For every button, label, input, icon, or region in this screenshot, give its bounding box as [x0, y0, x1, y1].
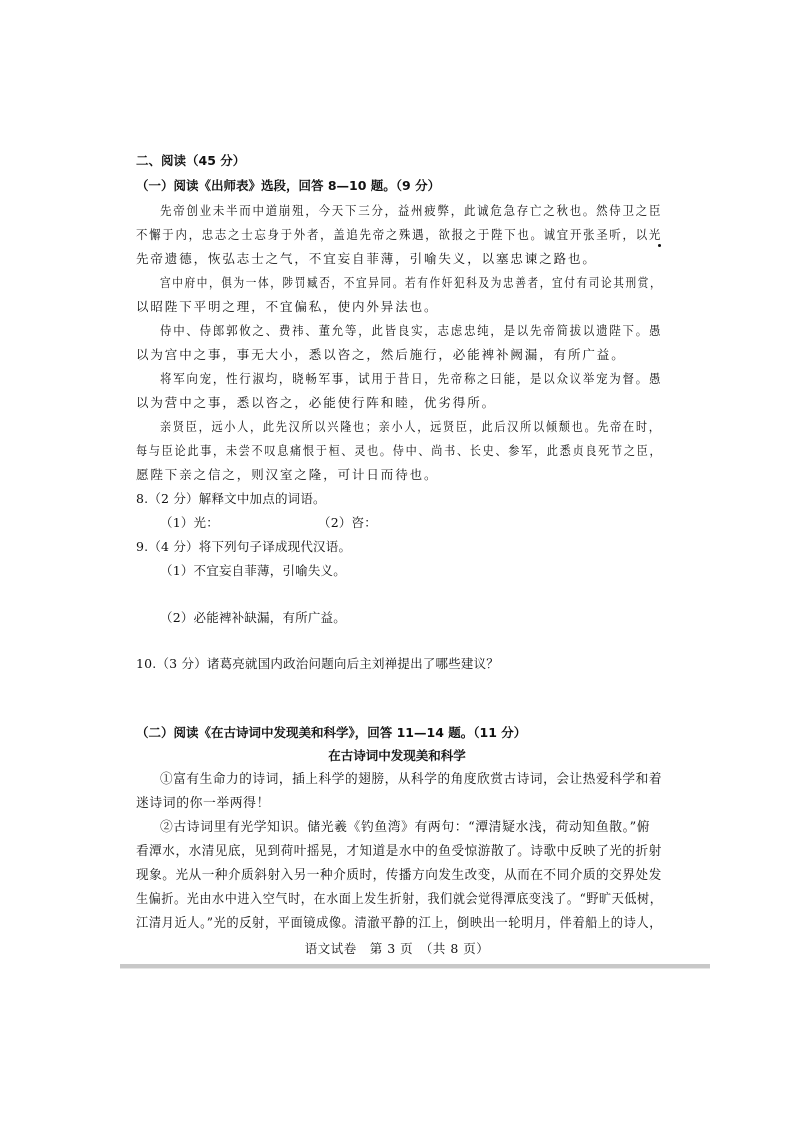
- passage-line: 以为宫中之事，事无大小，悉以咨之，然后施行，必能裨补阙漏，有所广益。: [136, 347, 626, 362]
- page-footer: 语文试卷 第 3 页 （共 8 页）: [304, 941, 490, 956]
- question-8-item-2: （2）咨：: [318, 515, 377, 530]
- passage-line: 不懈于内，忠志之士忘身于外者，盖追先帝之殊遇，欲报之于陛下也。诚宜开张圣听，以光: [136, 227, 663, 242]
- emphasis-dot: [658, 244, 661, 247]
- question-10: 10.（3 分）诸葛亮就国内政治问题向后主刘禅提出了哪些建议？: [136, 656, 500, 671]
- passage-line: 每与臣论此事，未尝不叹息痛恨于桓、灵也。侍中、尚书、长史、参军，此悉贞良死节之臣，: [136, 443, 663, 458]
- page-bottom-divider: [120, 964, 710, 969]
- passage-line: 亲贤臣，远小人，此先汉所以兴隆也；亲小人，远贤臣，此后汉所以倾颓也。先帝在时，: [160, 419, 662, 434]
- question-9-item-2: （2）必能裨补缺漏，有所广益。: [160, 610, 346, 625]
- passage-line: 愿陛下亲之信之，则汉室之隆，可计日而待也。: [136, 467, 439, 482]
- part1-title: （一）阅读《出师表》选段，回答 8—10 题。（9 分）: [136, 178, 441, 193]
- passage-line: ②古诗词里有光学知识。储光羲《钓鱼湾》有两句：“潭清疑水浅，荷动知鱼散。”俯: [160, 820, 651, 835]
- passage-line: 现象。光从一种介质斜射入另一种介质时，传播方向发生改变，从而在不同介质的交界处发: [136, 868, 662, 883]
- section-heading-reading: 二、阅读（45 分）: [136, 153, 246, 168]
- passage-line: ①富有生命力的诗词，插上科学的翅膀，从科学的角度欣赏古诗词，会让热爱科学和着: [160, 772, 663, 787]
- question-9-item-1: （1）不宜妄自菲薄，引喻失义。: [160, 563, 346, 578]
- part2-title: （二）阅读《在古诗词中发现美和科学》，回答 11—14 题。（11 分）: [136, 725, 527, 740]
- question-9: 9.（4 分）将下列句子译成现代汉语。: [136, 539, 352, 554]
- article-title: 在古诗词中发现美和科学: [328, 748, 466, 763]
- passage-line: 以为营中之事，悉以咨之，必能使行阵和睦，优劣得所。: [136, 395, 497, 410]
- passage-line: 先帝创业未半而中道崩殂，今天下三分，益州疲弊，此诚危急存亡之秋也。然侍卫之臣: [160, 203, 663, 218]
- passage-line: 先帝遗德，恢弘志士之气，不宜妄自菲薄，引喻失义，以塞忠谏之路也。: [136, 251, 597, 266]
- passage-line: 江清月近人。”光的反射，平面镜成像。清澈平静的江上，倒映出一轮明月，伴着船上的诗人，: [136, 916, 663, 931]
- passage-line: 迷诗词的你一举两得！: [136, 796, 270, 811]
- passage-line: 侍中、侍郎郭攸之、费祎、董允等，此皆良实，志虑忠纯，是以先帝简拔以遗陛下。愚: [160, 323, 663, 338]
- passage-line: 生偏折。光由水中进入空气时，在水面上发生折射，我们就会觉得潭底变浅了。“野旷天低树，: [136, 892, 663, 907]
- question-8-item-1: （1）光：: [160, 515, 219, 530]
- passage-line: 以昭陛下平明之理，不宜偏私，使内外异法也。: [136, 299, 439, 314]
- question-8: 8.（2 分）解释文中加点的词语。: [136, 491, 326, 506]
- passage-line: 将军向宠，性行淑均，晓畅军事，试用于昔日，先帝称之曰能，是以众议举宠为督。愚: [160, 371, 663, 386]
- passage-line: 看潭水，水清见底，见到荷叶摇晃，才知道是水中的鱼受惊游散了。诗歌中反映了光的折射: [136, 844, 662, 859]
- passage-line: 宫中府中，俱为一体，陟罚臧否，不宜异同。若有作奸犯科及为忠善者，宜付有司论其刑赏，: [160, 275, 663, 290]
